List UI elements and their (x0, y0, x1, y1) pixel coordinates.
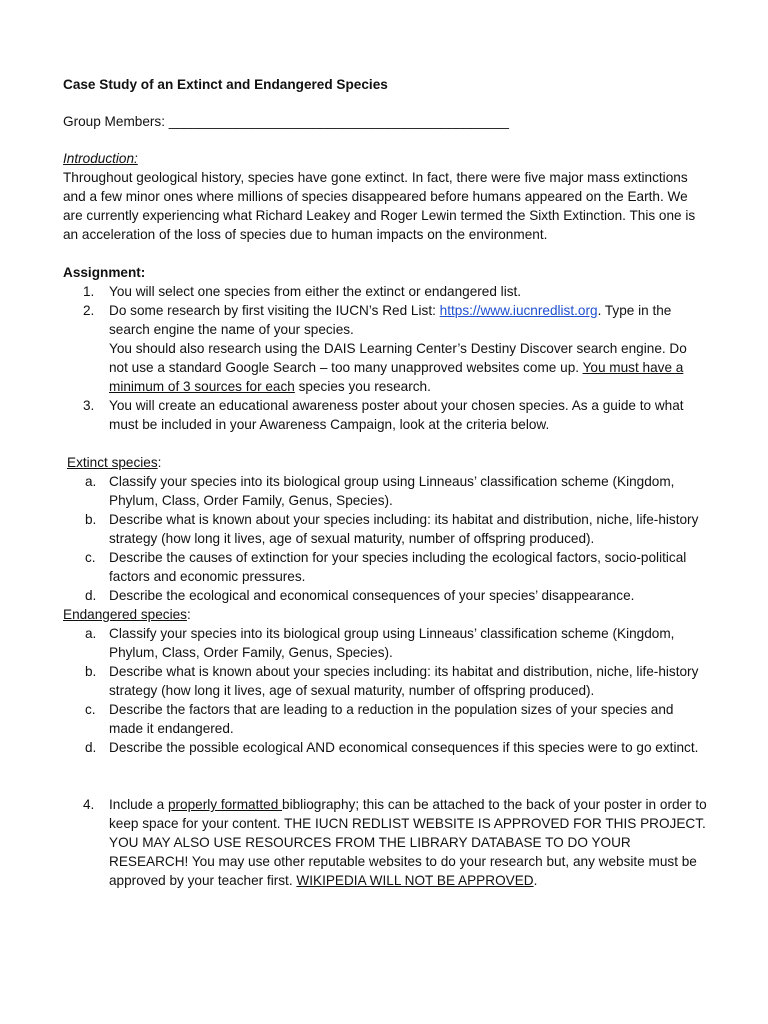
assignment-item-text: You will create an educational awareness poster about your chosen species. As a guide to what must be included in your Awareness Campaign, look at the criteria below. (109, 398, 684, 432)
introduction-heading: Introduction: (63, 151, 138, 166)
group-members-line: Group Members: _____________________________________________ (63, 114, 509, 129)
list-marker: d. (85, 740, 97, 755)
introduction-text: Throughout geological history, species have gone extinct. In fact, there were five major mass extinctions and a few minor ones where millions of species disappeared before humans appeared on the Earth. We are currently experiencing what Richard Leakey and Roger Lewin termed the Sixth Extinction. This one is an acceleration of the loss of species due to human impacts on the environment. (63, 170, 696, 242)
assignment-heading: Assignment: (63, 265, 146, 280)
list-item-text: Describe what is known about your species including: its habitat and distribution, niche, life-history strategy (how long it lives, age of sexual maturity, number of offspring produced). (109, 512, 699, 546)
list-item (63, 662, 708, 700)
assignment-item-text: species you research. (294, 379, 431, 394)
list-item-text: Classify your species into its biological group using Linneaus’ classification scheme (Kingdom, Phylum, Class, Order Family, Genus, Species). (109, 626, 675, 660)
list-item-text: Describe the factors that are leading to a reduction in the population sizes of your species and made it endangered. (109, 702, 674, 736)
list-item (63, 586, 708, 605)
assignment-list-continued (63, 795, 708, 890)
sources-requirement: You must have a minimum of 3 sources for each (109, 360, 684, 394)
heading-colon: : (157, 455, 162, 470)
formatted-emphasis: properly formatted (167, 797, 283, 812)
assignment-item-2 (63, 301, 708, 396)
list-item (63, 700, 708, 738)
endangered-criteria-list (63, 624, 708, 757)
list-item-text: Describe what is known about your species including: its habitat and distribution, niche, life-history strategy (how long it lives, age of sexual maturity, number of offspring produced). (109, 664, 699, 698)
assignment-item-text: Do some research by first visiting the IUCN’s Red List: (109, 303, 440, 318)
assignment-item-4 (63, 795, 708, 890)
list-marker: 2. (83, 303, 95, 318)
list-item (63, 624, 708, 662)
assignment-item-text: Include a (109, 797, 168, 812)
assignment-item-text: . (533, 873, 538, 888)
list-item-text: Classify your species into its biological group using Linneaus’ classification scheme (Kingdom, Phylum, Class, Order Family, Genus, Species). (109, 474, 675, 508)
list-marker: c. (85, 550, 96, 565)
extinct-species-heading (63, 453, 708, 472)
document-title: Case Study of an Extinct and Endangered Species (63, 77, 388, 92)
assignment-item-text: . Type in the search engine the name of your species. (109, 303, 672, 337)
list-marker: 1. (83, 284, 95, 299)
assignment-item-1 (63, 282, 708, 301)
assignment-item-3 (63, 396, 708, 434)
list-marker: c. (85, 702, 96, 717)
list-marker: d. (85, 588, 97, 603)
list-marker: b. (85, 512, 97, 527)
extinct-species-label: Extinct species (67, 455, 158, 470)
list-item (63, 472, 708, 510)
list-item-text: Describe the possible ecological AND economical consequences if this species were to go extinct. (109, 740, 699, 755)
list-item (63, 738, 708, 757)
wikipedia-warning: WIKIPEDIA WILL NOT BE APPROVED (296, 873, 534, 888)
assignment-item-text: bibliography; this can be attached to the back of your poster in order to keep space for your content. THE IUCN REDLIST WEBSITE IS APPROVED FOR THIS PROJECT. YOU MAY ALSO USE RESOURCES FROM THE LIBRARY DATABASE TO DO YOUR RESEARCH! You may use other reputable websites to do your research but, any website must be approved by your teacher first. (109, 797, 707, 888)
list-marker: b. (85, 664, 97, 679)
list-marker: a. (85, 626, 97, 641)
assignment-list (63, 282, 708, 434)
extinct-criteria-list (63, 472, 708, 605)
list-marker: a. (85, 474, 97, 489)
list-item (63, 510, 708, 548)
iucn-red-list-link[interactable]: https://www.iucnredlist.org (439, 303, 598, 318)
assignment-item-text: You should also research using the DAIS Learning Center’s Destiny Discover search engine. Do not use a standard Google Search – too many unapproved websites come up. (109, 341, 687, 375)
heading-colon: : (186, 607, 191, 622)
list-marker: 4. (83, 797, 95, 812)
endangered-species-label: Endangered species (63, 607, 187, 622)
list-item-text: Describe the ecological and economical consequences of your species’ disappearance. (109, 588, 635, 603)
list-marker: 3. (83, 398, 95, 413)
endangered-species-heading (63, 605, 708, 624)
list-item (63, 548, 708, 586)
assignment-item-text: You will select one species from either the extinct or endangered list. (109, 284, 522, 299)
list-item-text: Describe the causes of extinction for your species including the ecological factors, socio-political factors and economic pressures. (109, 550, 687, 584)
spacer (63, 757, 708, 795)
